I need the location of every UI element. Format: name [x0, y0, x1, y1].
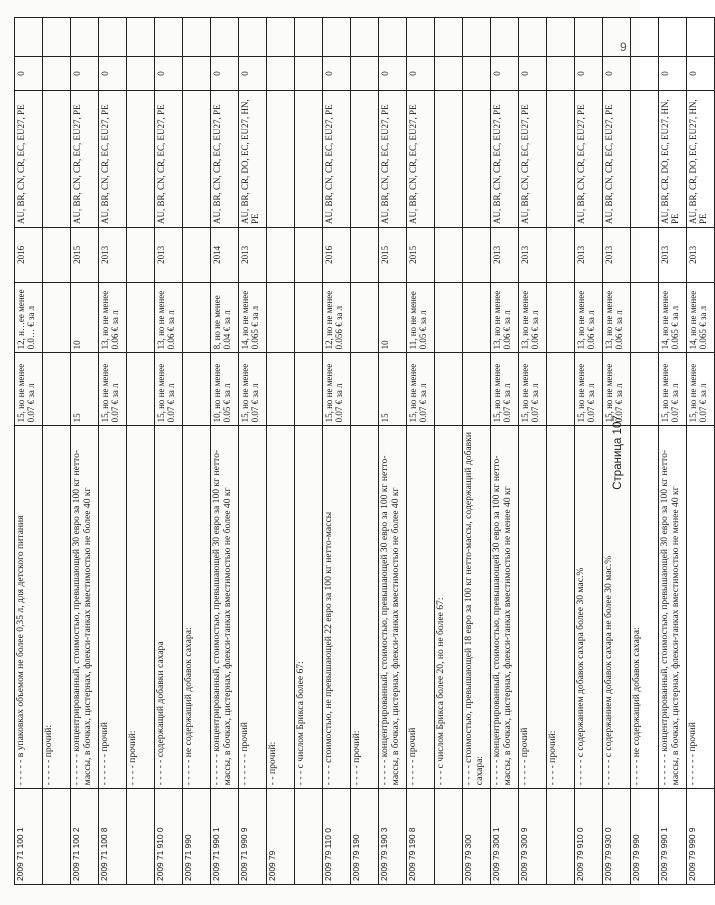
preferential-rate: 8, но не менее 0.04 € за л: [211, 282, 239, 353]
base-duty-rate: 15, но не менее 0.07 € за л: [15, 353, 43, 426]
tariff-code: 2009 79 990: [631, 789, 659, 885]
country-list: [295, 91, 323, 228]
country-list: [463, 91, 491, 228]
tariff-code: 2009 79 300 9: [519, 789, 547, 885]
goods-description: - - - - - не содержащий добавок сахара:: [631, 426, 659, 789]
base-duty-rate: [127, 353, 155, 426]
table-row: [575, 18, 603, 885]
goods-description: - - - - - с содержанием добавок сахара более 30 мас.%: [575, 426, 603, 789]
final-rate: [267, 56, 295, 90]
final-rate: 0: [379, 56, 407, 90]
final-rate: 0: [519, 56, 547, 90]
preferential-rate: [435, 282, 463, 353]
country-list: AU, BR, CN, CR, EC, EU27, PE: [491, 91, 519, 228]
country-list: AU, BR, CN, CR, EC, EU27, PE: [323, 91, 351, 228]
base-duty-rate: [295, 353, 323, 426]
country-list: [631, 91, 659, 228]
tariff-code: 2009 79: [267, 789, 295, 885]
table-row: [351, 18, 379, 885]
final-year: 2015: [407, 227, 435, 282]
preferential-rate: 12, но не менее 0.056 € за л: [323, 282, 351, 353]
final-year: [631, 227, 659, 282]
blank-margin-cell: [99, 18, 127, 57]
final-rate: [183, 56, 211, 90]
country-list: AU, BR, CN, CR, EC, EU27, PE: [575, 91, 603, 228]
tariff-code: 2009 71 100 2: [71, 789, 99, 885]
goods-description: - - - - - содержащий добавки сахара: [155, 426, 183, 789]
table-row: [295, 18, 323, 885]
tariff-code: 2009 79 190: [351, 789, 379, 885]
table-row: [155, 18, 183, 885]
base-duty-rate: 15, но не менее 0.07 € за л: [99, 353, 127, 426]
goods-description: - - - - - не содержащий добавок сахара:: [183, 426, 211, 789]
final-rate: [463, 56, 491, 90]
tariff-code: 2009 79 930 0: [603, 789, 631, 885]
goods-description: - - - - прочий:: [351, 426, 379, 789]
base-duty-rate: 15, но не менее 0.07 € за л: [603, 353, 631, 426]
country-list: [43, 91, 71, 228]
preferential-rate: [547, 282, 575, 353]
blank-margin-cell: [15, 18, 43, 57]
blank-margin-cell: [323, 18, 351, 57]
goods-description: - - - - - прочий: [407, 426, 435, 789]
goods-description: - - - - - - прочий: [687, 426, 715, 789]
base-duty-rate: 15, но не менее 0.07 € за л: [407, 353, 435, 426]
table-row: [211, 18, 239, 885]
final-rate: 0: [211, 56, 239, 90]
base-duty-rate: 15, но не менее 0.07 € за л: [491, 353, 519, 426]
preferential-rate: 12, н…ее менее 0.0… € за л: [15, 282, 43, 353]
table-row: [183, 18, 211, 885]
final-year: [295, 227, 323, 282]
base-duty-rate: 15, но не менее 0.07 € за л: [155, 353, 183, 426]
blank-margin-cell: [575, 18, 603, 57]
goods-description: - - прочий:: [267, 426, 295, 789]
goods-description: - - - - - прочий: [519, 426, 547, 789]
country-list: AU, BR, CR, DO, EC, EU27, HN, PE: [239, 91, 267, 228]
base-duty-rate: 10, но не менее 0.05 € за л: [211, 353, 239, 426]
final-year: 2016: [15, 227, 43, 282]
country-list: AU, BR, CN, CR, EC, EU27, PE: [407, 91, 435, 228]
final-year: 2013: [575, 227, 603, 282]
page-number: Страница 107: [612, 415, 624, 490]
table-row: [519, 18, 547, 885]
tariff-code: 2009 79 910 0: [575, 789, 603, 885]
country-list: AU, BR, CN, CR, EC, EU27, PE: [99, 91, 127, 228]
final-year: 2013: [519, 227, 547, 282]
country-list: [547, 91, 575, 228]
preferential-rate: 13, но не менее 0.06 € за л: [575, 282, 603, 353]
tariff-code: 2009 79 990 1: [659, 789, 687, 885]
preferential-rate: [267, 282, 295, 353]
blank-margin-cell: [43, 18, 71, 57]
table-row: [379, 18, 407, 885]
tariff-code: 2009 71 990 1: [211, 789, 239, 885]
final-year: 2015: [71, 227, 99, 282]
country-list: [351, 91, 379, 228]
final-year: 2013: [603, 227, 631, 282]
table-row: [43, 18, 71, 885]
tariff-code: 2009 79 110 0: [323, 789, 351, 885]
preferential-rate: 13, но не менее 0.06 € за л: [519, 282, 547, 353]
final-year: 2013: [687, 227, 715, 282]
final-rate: [351, 56, 379, 90]
table-row: [15, 18, 43, 885]
country-list: AU, BR, CN, CR, EC, EU27, PE: [519, 91, 547, 228]
final-rate: [295, 56, 323, 90]
goods-description: - - - - стоимостью, превышающей 18 евро за 100 кг нетто-массы, содержащий добавки сахара:: [463, 426, 491, 789]
final-year: 2013: [659, 227, 687, 282]
blank-margin-cell: [435, 18, 463, 57]
tariff-code: [295, 789, 323, 885]
final-year: [267, 227, 295, 282]
blank-margin-cell: [687, 18, 715, 57]
goods-description: - - - - прочий:: [547, 426, 575, 789]
blank-margin-cell: [547, 18, 575, 57]
final-year: 2013: [155, 227, 183, 282]
tariff-code: 2009 71 100 8: [99, 789, 127, 885]
tariff-code: 2009 79 300: [463, 789, 491, 885]
blank-margin-cell: [239, 18, 267, 57]
final-year: 2016: [323, 227, 351, 282]
final-rate: [547, 56, 575, 90]
preferential-rate: [351, 282, 379, 353]
preferential-rate: [183, 282, 211, 353]
final-rate: [127, 56, 155, 90]
preferential-rate: [43, 282, 71, 353]
final-rate: 0: [323, 56, 351, 90]
country-list: AU, BR, CN, CR, EC, EU27, PE: [71, 91, 99, 228]
blank-margin-cell: [491, 18, 519, 57]
base-duty-rate: [547, 353, 575, 426]
goods-description: - - - - - прочий:: [43, 426, 71, 789]
blank-margin-cell: [379, 18, 407, 57]
blank-margin-cell: [183, 18, 211, 57]
tariff-code: 2009 79 300 1: [491, 789, 519, 885]
blank-margin-cell: [631, 18, 659, 57]
preferential-rate: [127, 282, 155, 353]
goods-description: - - - - - в упаковках объемом не более 0,35 л, для детского питания: [15, 426, 43, 789]
final-rate: [43, 56, 71, 90]
goods-description: - - - - - - концентрированный, стоимостью, превышающей 30 евро за 100 кг нетто-массы, в бочках, цистернах, флекси-танках вместимостью не менее 40 кг: [659, 426, 687, 789]
tariff-code: 2009 71 100 1: [15, 789, 43, 885]
tariff-code: [43, 789, 71, 885]
goods-description: - - - - прочий:: [127, 426, 155, 789]
country-list: AU, BR, CN, CR, EC, EU27, PE: [603, 91, 631, 228]
blank-margin-cell: [155, 18, 183, 57]
tariff-table: [14, 17, 715, 885]
final-rate: 0: [155, 56, 183, 90]
preferential-rate: 13, но не менее 0.06 € за л: [603, 282, 631, 353]
country-list: AU, BR, CN, CR, EC, EU27, PE: [379, 91, 407, 228]
final-rate: [435, 56, 463, 90]
tariff-code: 2009 79 190 8: [407, 789, 435, 885]
table-row: [659, 18, 687, 885]
tariff-code: 2009 71 990 9: [239, 789, 267, 885]
preferential-rate: 11, но не менее 0.05 € за л: [407, 282, 435, 353]
goods-description: - - - - - - прочий: [99, 426, 127, 789]
country-list: AU, BR, CR, DO, EC, EU27, HN, PE: [687, 91, 715, 228]
country-list: [267, 91, 295, 228]
preferential-rate: 14, но не менее 0.065 € за л: [687, 282, 715, 353]
final-year: [547, 227, 575, 282]
blank-margin-cell: [659, 18, 687, 57]
tariff-code: [547, 789, 575, 885]
country-list: AU, BR, CN, CR, EC, EU27, PE: [211, 91, 239, 228]
country-list: AU, BR, CN, CR, EC, EU27, PE: [155, 91, 183, 228]
goods-description: - - - - - - прочий: [239, 426, 267, 789]
table-row: [99, 18, 127, 885]
table-row: [491, 18, 519, 885]
final-rate: 0: [575, 56, 603, 90]
tariff-code: [435, 789, 463, 885]
final-year: [435, 227, 463, 282]
base-duty-rate: [463, 353, 491, 426]
final-year: [43, 227, 71, 282]
base-duty-rate: 15, но не менее 0.07 € за л: [659, 353, 687, 426]
table-row: [407, 18, 435, 885]
margin-mark: 9: [620, 40, 627, 54]
final-year: [351, 227, 379, 282]
blank-margin-cell: [71, 18, 99, 57]
goods-description: - - - - - - концентрированный, стоимостью, превышающей 30 евро за 100 кг нетто-массы, в бочках, цистернах, флекси-танках вместимостью не более 40 кг: [71, 426, 99, 789]
blank-margin-cell: [295, 18, 323, 57]
final-rate: 0: [407, 56, 435, 90]
table-row: [687, 18, 715, 885]
table-row: [71, 18, 99, 885]
blank-margin-cell: [407, 18, 435, 57]
country-list: [183, 91, 211, 228]
final-rate: 0: [603, 56, 631, 90]
tariff-code: 2009 79 990 9: [687, 789, 715, 885]
country-list: [127, 91, 155, 228]
preferential-rate: [463, 282, 491, 353]
final-year: 2014: [211, 227, 239, 282]
final-rate: [631, 56, 659, 90]
country-list: AU, BR, CR, DO, EC, EU27, HN, PE: [659, 91, 687, 228]
blank-margin-cell: [267, 18, 295, 57]
goods-description: - - - с числом Брикса более 67:: [295, 426, 323, 789]
final-year: 2013: [99, 227, 127, 282]
final-year: 2015: [379, 227, 407, 282]
base-duty-rate: 15, но не менее 0.07 € за л: [519, 353, 547, 426]
goods-description: - - - - - концентрированный, стоимостью, превышающей 30 евро за 100 кг нетто-массы, в бочках, цистернах, флекси-танках вместимостью не более 40 кг: [379, 426, 407, 789]
base-duty-rate: [43, 353, 71, 426]
final-rate: 0: [687, 56, 715, 90]
blank-margin-cell: [127, 18, 155, 57]
preferential-rate: 13, но не менее 0.06 € за л: [155, 282, 183, 353]
goods-description: - - - - - - концентрированный, стоимостью, превышающей 30 евро за 100 кг нетто-массы, в бочках, цистернах, флекси-танках вместимостью не более 40 кг: [211, 426, 239, 789]
preferential-rate: 10: [71, 282, 99, 353]
final-rate: 0: [99, 56, 127, 90]
preferential-rate: 13, но не менее 0.06 € за л: [491, 282, 519, 353]
blank-margin-cell: [463, 18, 491, 57]
preferential-rate: 14, но не менее 0.065 € за л: [659, 282, 687, 353]
base-duty-rate: [183, 353, 211, 426]
goods-description: - - - - - концентрированный, стоимостью, превышающей 30 евро за 100 кг нетто-массы, в бочках, цистернах, флекси-танках вместимостью не менее 40 кг: [491, 426, 519, 789]
preferential-rate: 14, но не менее 0.065 € за л: [239, 282, 267, 353]
table-row: [631, 18, 659, 885]
table-row: [547, 18, 575, 885]
blank-margin-cell: [351, 18, 379, 57]
final-rate: 0: [659, 56, 687, 90]
table-row: [323, 18, 351, 885]
final-rate: 0: [491, 56, 519, 90]
base-duty-rate: [435, 353, 463, 426]
base-duty-rate: 15: [71, 353, 99, 426]
final-rate: 0: [15, 56, 43, 90]
base-duty-rate: 15, но не менее 0.07 € за л: [575, 353, 603, 426]
tariff-code: 2009 71 910 0: [155, 789, 183, 885]
base-duty-rate: 15: [379, 353, 407, 426]
table-row: [127, 18, 155, 885]
goods-description: - - - с числом Брикса более 20, но не более 67:: [435, 426, 463, 789]
goods-description: - - - - стоимостью, не превышающей 22 евро за 100 кг нетто-массы: [323, 426, 351, 789]
tariff-code: 2009 71 990: [183, 789, 211, 885]
base-duty-rate: [631, 353, 659, 426]
base-duty-rate: 15, но не менее 0.07 € за л: [323, 353, 351, 426]
final-year: 2013: [491, 227, 519, 282]
base-duty-rate: [267, 353, 295, 426]
final-year: 2013: [239, 227, 267, 282]
country-list: [435, 91, 463, 228]
final-year: [463, 227, 491, 282]
table-row: [435, 18, 463, 885]
preferential-rate: [295, 282, 323, 353]
base-duty-rate: [351, 353, 379, 426]
final-rate: 0: [71, 56, 99, 90]
blank-margin-cell: [211, 18, 239, 57]
table-row: [267, 18, 295, 885]
country-list: AU, BR, CN, CR, EC, EU27, PE: [15, 91, 43, 228]
tariff-code: 2009 79 190 3: [379, 789, 407, 885]
final-year: [127, 227, 155, 282]
tariff-table-body: [15, 18, 715, 885]
preferential-rate: 10: [379, 282, 407, 353]
tariff-code: [127, 789, 155, 885]
goods-description: - - - - - с содержанием добавок сахара не более 30 мас.%: [603, 426, 631, 789]
base-duty-rate: 15, но не менее 0.07 € за л: [239, 353, 267, 426]
table-row: [239, 18, 267, 885]
final-year: [183, 227, 211, 282]
final-rate: 0: [239, 56, 267, 90]
blank-margin-cell: [519, 18, 547, 57]
preferential-rate: [631, 282, 659, 353]
table-row: [463, 18, 491, 885]
base-duty-rate: 15, но не менее 0.07 € за л: [687, 353, 715, 426]
preferential-rate: 13, но не менее 0.06 € за л: [99, 282, 127, 353]
